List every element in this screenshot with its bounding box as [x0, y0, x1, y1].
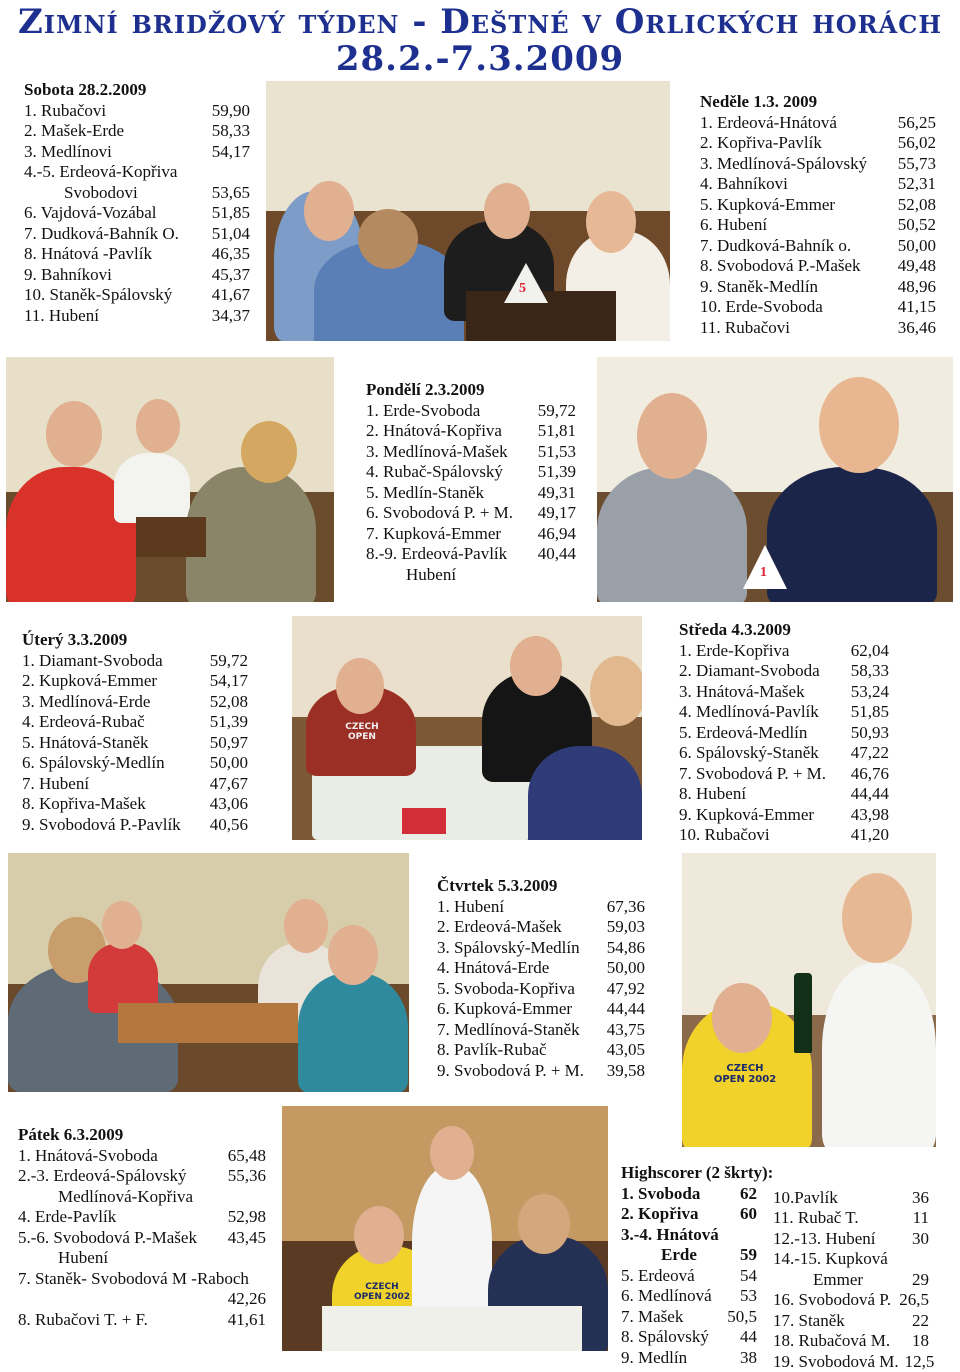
result-row [621, 1204, 757, 1225]
score: 41,20 [845, 825, 889, 846]
result-row [621, 1184, 757, 1205]
score: 56,25 [892, 113, 936, 134]
result-row [18, 1146, 266, 1167]
result-row [437, 999, 645, 1020]
page-title: Zimní bridžový týden - Deštné v Orlických horách [0, 2, 960, 42]
pair-name: Hubení [406, 565, 456, 584]
result-row [773, 1208, 929, 1229]
pair-name: 3. Medlínová-Spálovský [700, 154, 867, 175]
result-row [366, 544, 576, 565]
wednesday-results [679, 620, 889, 846]
score [751, 1225, 757, 1246]
score: 46,94 [532, 524, 576, 545]
result-row [437, 958, 645, 979]
pair-name: 9. Svobodová P. + M. [437, 1061, 584, 1082]
result-row [700, 174, 936, 195]
sunday-header: Neděle 1.3. 2009 [700, 92, 936, 113]
pair-name: 5. Erdeová-Medlín [679, 723, 807, 744]
result-row [437, 1061, 645, 1082]
result-row [700, 133, 936, 154]
pair-name: 3. Medlínová-Erde [22, 692, 150, 713]
result-row [437, 1040, 645, 1061]
result-row [700, 277, 936, 298]
score: 52,08 [204, 692, 248, 713]
result-row [773, 1311, 929, 1332]
result-row [679, 743, 889, 764]
result-row [700, 154, 936, 175]
result-row-continuation [621, 1245, 757, 1266]
result-row [18, 1269, 266, 1290]
score [260, 1269, 266, 1290]
pair-name: 7. Medlínová-Staněk [437, 1020, 580, 1041]
pair-name: 8. Svobodová P.-Mašek [700, 256, 861, 277]
score: 52,08 [892, 195, 936, 216]
wednesday-header: Středa 4.3.2009 [679, 620, 889, 641]
pair-name: 9. Svobodová P.-Pavlík [22, 815, 181, 836]
pair-name: 6. Spálovský-Medlín [22, 753, 165, 774]
score: 65,48 [222, 1146, 266, 1167]
pair-name: 4. Hnátová-Erde [437, 958, 549, 979]
score: 50,00 [601, 958, 645, 979]
score: 50,97 [204, 733, 248, 754]
result-row [679, 682, 889, 703]
result-row [22, 651, 248, 672]
photo-players-table-1 [266, 81, 670, 341]
pair-name: 1. Erdeová-Hnátová [700, 113, 837, 134]
score: 49,17 [532, 503, 576, 524]
pair-name: 1. Erde-Svoboda [366, 401, 480, 422]
score: 36 [906, 1188, 929, 1209]
photo-players-table-2 [292, 616, 642, 840]
score: 43,98 [845, 805, 889, 826]
result-row [773, 1188, 929, 1209]
score: 67,36 [601, 897, 645, 918]
score: 47,92 [601, 979, 645, 1000]
highscorer-column-1 [621, 1184, 757, 1372]
pair-name: 16. Svobodová P. [773, 1290, 891, 1311]
pair-name: 8. Hnátová -Pavlík [24, 244, 152, 265]
score: 49,31 [532, 483, 576, 504]
score: 43,75 [601, 1020, 645, 1041]
score: 62,04 [845, 641, 889, 662]
result-row [22, 692, 248, 713]
result-row [679, 805, 889, 826]
score: 51,85 [206, 203, 250, 224]
score: 46,76 [845, 764, 889, 785]
score: 51,39 [204, 712, 248, 733]
score: 40,44 [532, 544, 576, 565]
pair-name: 2. Mašek-Erde [24, 121, 124, 142]
result-row [18, 1166, 266, 1187]
result-row [700, 215, 936, 236]
pair-name: Svobodovi [64, 183, 138, 204]
score: 44,44 [845, 784, 889, 805]
score: 59,90 [206, 101, 250, 122]
result-row [700, 297, 936, 318]
photo-bridge-room-2 [8, 853, 409, 1092]
pair-name: 2.-3. Erdeová-Spálovský [18, 1166, 187, 1187]
result-row [621, 1266, 757, 1287]
photo-champagne-celebration [682, 853, 936, 1147]
pair-name: 4. Medlínová-Pavlík [679, 702, 819, 723]
score: 50,5 [721, 1307, 757, 1328]
saturday-results [24, 80, 250, 326]
score: 51,39 [532, 462, 576, 483]
result-row [679, 723, 889, 744]
result-row [366, 442, 576, 463]
result-row [18, 1207, 266, 1228]
result-row [621, 1307, 757, 1328]
result-row-continuation [773, 1270, 929, 1291]
pair-name: 1. Rubačovi [24, 101, 106, 122]
result-row [24, 162, 250, 183]
monday-header: Pondělí 2.3.2009 [366, 380, 576, 401]
score [244, 162, 250, 183]
result-row [24, 101, 250, 122]
pair-name: Medlínová-Kopřiva [58, 1187, 193, 1206]
score: 54 [734, 1266, 757, 1287]
result-row [621, 1225, 757, 1246]
score: 39,58 [601, 1061, 645, 1082]
score: 59 [740, 1245, 757, 1266]
pair-name: 1. Hnátová-Svoboda [18, 1146, 158, 1167]
pair-name: 9. Kupková-Emmer [679, 805, 814, 826]
pair-name: 10.Pavlík [773, 1188, 838, 1209]
pair-name: 4.-5. Erdeová-Kopřiva [24, 162, 177, 183]
pair-name: 9. Medlín [621, 1348, 687, 1369]
score: 59,72 [532, 401, 576, 422]
score: 42,26 [222, 1289, 266, 1310]
result-row [621, 1348, 757, 1369]
photo-bridge-room-1 [6, 357, 334, 602]
score: 55,36 [222, 1166, 266, 1187]
score: 43,05 [601, 1040, 645, 1061]
pair-name: 7. Hubení [22, 774, 89, 795]
page-subtitle-dates: 28.2.-7.3.2009 [0, 40, 960, 78]
pair-name: 2. Hnátová-Kopřiva [366, 421, 502, 442]
score: 40,56 [204, 815, 248, 836]
pair-name: 12.-13. Hubení [773, 1229, 875, 1250]
pair-name: 11. Hubení [24, 306, 99, 327]
result-row [22, 774, 248, 795]
score: 26,5 [893, 1290, 929, 1311]
pair-name: 1. Diamant-Svoboda [22, 651, 163, 672]
pair-name: 3. Hnátová-Mašek [679, 682, 805, 703]
result-row [679, 825, 889, 846]
result-row [24, 265, 250, 286]
result-row [24, 224, 250, 245]
result-row [437, 938, 645, 959]
pair-name: 17. Staněk [773, 1311, 845, 1332]
score: 11 [907, 1208, 929, 1229]
friday-results [18, 1125, 266, 1330]
pair-name: 8. Hubení [679, 784, 746, 805]
sunday-results [700, 92, 936, 338]
score: 55,73 [892, 154, 936, 175]
result-row [22, 815, 248, 836]
result-row [437, 897, 645, 918]
pair-name: 5. Hnátová-Staněk [22, 733, 149, 754]
pair-name: 2. Kupková-Emmer [22, 671, 157, 692]
pair-name: 5. Kupková-Emmer [700, 195, 835, 216]
result-row [366, 524, 576, 545]
result-row [18, 1228, 266, 1249]
pair-name: 5. Svoboda-Kopřiva [437, 979, 575, 1000]
highscorer-results [621, 1163, 941, 1372]
pair-name: 5.-6. Svobodová P.-Mašek [18, 1228, 197, 1249]
score: 58,33 [206, 121, 250, 142]
score: 53 [734, 1286, 757, 1307]
pair-name: 9. Staněk-Medlín [700, 277, 818, 298]
score [923, 1249, 929, 1270]
pair-name: 4. Bahníkovi [700, 174, 788, 195]
tuesday-results [22, 630, 248, 835]
result-row [437, 1020, 645, 1041]
score: 36,46 [892, 318, 936, 339]
result-row [621, 1327, 757, 1348]
result-row-continuation [18, 1248, 266, 1269]
pair-name: 6. Medlínová [621, 1286, 712, 1307]
score: 41,15 [892, 297, 936, 318]
result-row [621, 1286, 757, 1307]
pair-name: 6. Vajdová-Vozábal [24, 203, 157, 224]
result-row [18, 1310, 266, 1331]
table-sign: 1 [760, 565, 767, 581]
result-row [24, 285, 250, 306]
result-row [773, 1331, 929, 1352]
score: 38 [734, 1348, 757, 1369]
pair-name: 5. Medlín-Staněk [366, 483, 484, 504]
score: 43,45 [222, 1228, 266, 1249]
score: 52,31 [892, 174, 936, 195]
pair-name: 1. Hubení [437, 897, 504, 918]
result-row [437, 979, 645, 1000]
pair-name: 10. Rubačovi [679, 825, 770, 846]
score: 56,02 [892, 133, 936, 154]
result-row [679, 764, 889, 785]
shirt-print: CZECH OPEN 2002 [352, 1282, 412, 1302]
pair-name: 1. Erde-Kopřiva [679, 641, 789, 662]
pair-name: 8. Kopřiva-Mašek [22, 794, 146, 815]
pair-name: 5. Erdeová [621, 1266, 695, 1287]
pair-name: Hubení [58, 1248, 108, 1267]
pair-name: 10. Staněk-Spálovský [24, 285, 172, 306]
pair-name: 9. Bahníkovi [24, 265, 112, 286]
tuesday-header: Úterý 3.3.2009 [22, 630, 248, 651]
pair-name: 11. Rubač T. [773, 1208, 859, 1229]
result-row [22, 794, 248, 815]
score: 59,72 [204, 651, 248, 672]
thursday-results [437, 876, 645, 1081]
pair-name: 6. Hubení [700, 215, 767, 236]
result-row [22, 753, 248, 774]
pair-name: 11. Rubačovi [700, 318, 790, 339]
score: 34,37 [206, 306, 250, 327]
result-row-continuation [18, 1187, 266, 1208]
monday-results [366, 380, 576, 585]
score: 30 [906, 1229, 929, 1250]
highscorer-header: Highscorer (2 škrty): [621, 1163, 941, 1184]
result-row [700, 195, 936, 216]
pair-name: 3. Spálovský-Medlín [437, 938, 580, 959]
score: 41,67 [206, 285, 250, 306]
score: 47,67 [204, 774, 248, 795]
saturday-header: Sobota 28.2.2009 [24, 80, 250, 101]
table-number-card: 5 [519, 281, 526, 297]
score: 53,24 [845, 682, 889, 703]
score: 49,48 [892, 256, 936, 277]
score: 22 [906, 1311, 929, 1332]
pair-name: 6. Spálovský-Staněk [679, 743, 819, 764]
shirt-print: CZECH OPEN [332, 722, 392, 742]
result-row [700, 256, 936, 277]
score: 51,04 [206, 224, 250, 245]
pair-name: 6. Svobodová P. + M. [366, 503, 513, 524]
score: 54,17 [204, 671, 248, 692]
result-row [366, 401, 576, 422]
result-row [773, 1290, 929, 1311]
pair-name: 7. Dudková-Bahník O. [24, 224, 179, 245]
result-row-continuation [366, 565, 576, 586]
score: 51,85 [845, 702, 889, 723]
score: 52,98 [222, 1207, 266, 1228]
result-row [366, 421, 576, 442]
pair-name: 6. Kupková-Emmer [437, 999, 572, 1020]
score: 43,06 [204, 794, 248, 815]
result-row [679, 661, 889, 682]
result-row [24, 142, 250, 163]
score: 50,00 [204, 753, 248, 774]
result-row [24, 203, 250, 224]
pair-name: 8. Rubačovi T. + F. [18, 1310, 148, 1331]
score: 53,65 [212, 183, 250, 204]
pair-name: 19. Svobodová M. [773, 1352, 899, 1372]
score: 18 [906, 1331, 929, 1352]
score: 59,03 [601, 917, 645, 938]
pair-name: 10. Erde-Svoboda [700, 297, 823, 318]
pair-name: 18. Rubačová M. [773, 1331, 890, 1352]
photo-three-people [282, 1106, 608, 1351]
score: 58,33 [845, 661, 889, 682]
pair-name: 14.-15. Kupková [773, 1249, 888, 1270]
score: 50,93 [845, 723, 889, 744]
result-row [773, 1229, 929, 1250]
pair-name: 8. Spálovský [621, 1327, 709, 1348]
result-row [679, 641, 889, 662]
score: 12,5 [899, 1352, 935, 1372]
score: 54,17 [206, 142, 250, 163]
result-row [24, 306, 250, 327]
result-row [24, 121, 250, 142]
pair-name: 7. Svobodová P. + M. [679, 764, 826, 785]
result-row [700, 236, 936, 257]
pair-name: 7. Mašek [621, 1307, 683, 1328]
result-row [18, 1289, 266, 1310]
score: 50,52 [892, 215, 936, 236]
pair-name: 3.-4. Hnátová [621, 1225, 719, 1246]
result-row [24, 244, 250, 265]
pair-name: 7. Staněk- Svobodová M -Raboch [18, 1269, 249, 1290]
score: 44,44 [601, 999, 645, 1020]
pair-name: 7. Kupková-Emmer [366, 524, 501, 545]
result-row [679, 784, 889, 805]
pair-name: 3. Medlínová-Mašek [366, 442, 508, 463]
result-row [679, 702, 889, 723]
score: 60 [734, 1204, 757, 1225]
score: 48,96 [892, 277, 936, 298]
score: 41,61 [222, 1310, 266, 1331]
score: 54,86 [601, 938, 645, 959]
pair-name: 4. Erde-Pavlík [18, 1207, 116, 1228]
pair-name: 3. Medlínovi [24, 142, 112, 163]
result-row [22, 712, 248, 733]
result-row [773, 1352, 929, 1372]
result-row [700, 113, 936, 134]
score: 51,53 [532, 442, 576, 463]
result-row [700, 318, 936, 339]
result-row [437, 917, 645, 938]
pair-name: 2. Kopřiva [621, 1204, 698, 1225]
photo-two-women [597, 357, 953, 602]
pair-name: 1. Svoboda [621, 1184, 700, 1205]
score: 62 [734, 1184, 757, 1205]
pair-name: 2. Erdeová-Mašek [437, 917, 562, 938]
result-row [22, 733, 248, 754]
result-row [773, 1249, 929, 1270]
pair-name: 2. Kopřiva-Pavlík [700, 133, 822, 154]
score: 44 [734, 1327, 757, 1348]
score: 45,37 [206, 265, 250, 286]
pair-name: 4. Erdeová-Rubač [22, 712, 145, 733]
pair-name: 4. Rubač-Spálovský [366, 462, 503, 483]
result-row [366, 462, 576, 483]
pair-name: 8.-9. Erdeová-Pavlík [366, 544, 507, 565]
result-row-continuation [24, 183, 250, 204]
score: 51,81 [532, 421, 576, 442]
result-row [366, 483, 576, 504]
pair-name: 7. Dudková-Bahník o. [700, 236, 851, 257]
result-row [366, 503, 576, 524]
friday-header: Pátek 6.3.2009 [18, 1125, 266, 1146]
thursday-header: Čtvrtek 5.3.2009 [437, 876, 645, 897]
highscorer-column-2 [773, 1188, 929, 1372]
shirt-print: CZECH OPEN 2002 [710, 1063, 780, 1085]
score: 47,22 [845, 743, 889, 764]
pair-name: 8. Pavlík-Rubač [437, 1040, 547, 1061]
score: 46,35 [206, 244, 250, 265]
result-row [22, 671, 248, 692]
score: 29 [912, 1270, 929, 1291]
score: 50,00 [892, 236, 936, 257]
pair-name: 2. Diamant-Svoboda [679, 661, 820, 682]
pair-name: Emmer [813, 1270, 863, 1291]
pair-name: Erde [661, 1245, 697, 1266]
